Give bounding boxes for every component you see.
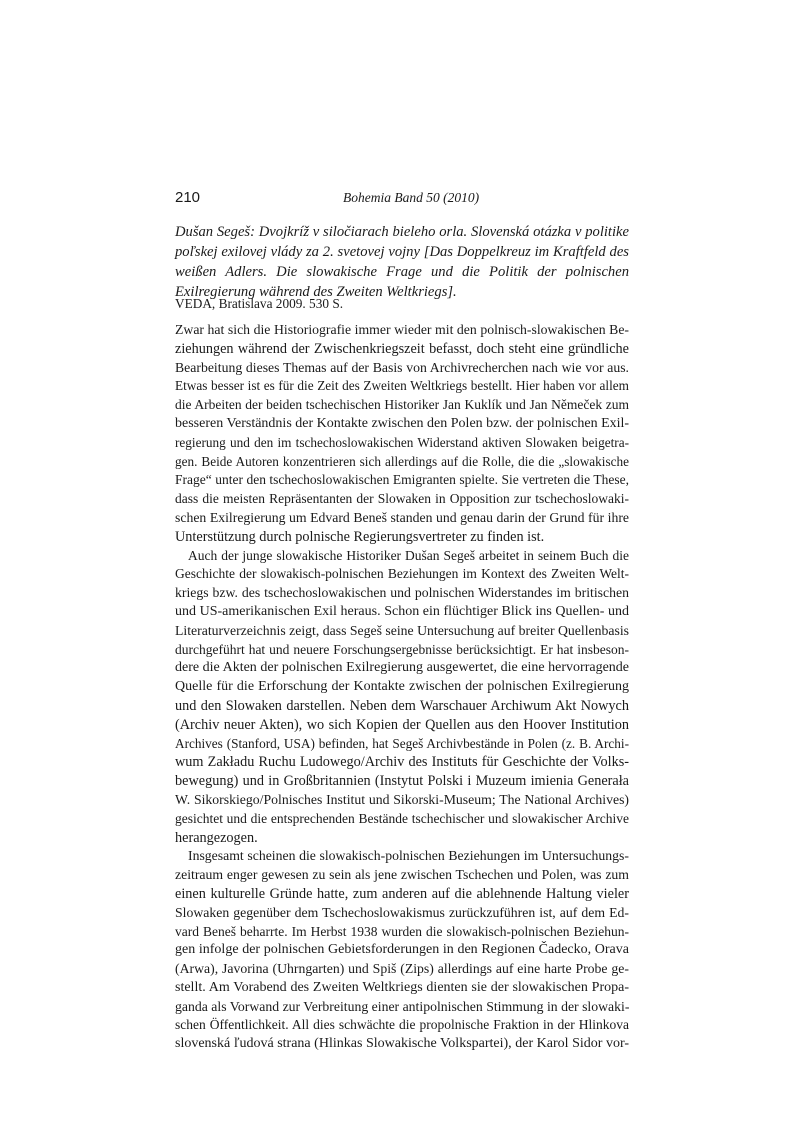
text-line: ganda als Vorwand zur Verbreitung einer antipolnischen Stimmung in der slowaki- — [175, 998, 630, 1014]
text-line: bewegung) und in Großbritannien (Instytut Polski i Muzeum imienia Generała — [175, 773, 629, 790]
text-line: gen infolge der polnischen Gebietsforderungen in den Regionen Čadecko, Orava — [175, 942, 629, 958]
text-line: wum Zakładu Ruchu Ludowego/Archiv des Instituts für Geschichte der Volks- — [175, 754, 629, 771]
text-line: schen Exilregierung um Edvard Beneš standen und genau darin der Grund für ihre — [175, 509, 629, 525]
text-line: Bearbeitung dieses Themas auf der Basis von Archivrecherchen nach wie vor aus. — [175, 359, 629, 375]
text-line: vard Beneš beharrte. Im Herbst 1938 wurden die slowakisch-polnischen Beziehun- — [175, 923, 629, 939]
text-line: Etwas besser ist es für die Zeit des Zweiten Weltkriegs bestellt. Hier haben vor allem — [175, 378, 629, 394]
text-line: und den Slowaken darstellen. Neben dem Warschauer Archiwum Akt Nowych — [175, 697, 629, 714]
text-line: Frage“ unter den tschechoslowakischen Emigranten spielte. Sie vertreten die These, — [175, 472, 629, 488]
text-line: gesichtet und die entsprechenden Bestände tschechischer und slowakischer Archive — [175, 810, 629, 826]
text-line: Insgesamt scheinen die slowakisch-polnischen Beziehungen im Untersuchungs- — [188, 848, 629, 864]
text-line: besseren Verständnis der Kontakte zwischen den Polen bzw. der polnischen Exil- — [175, 415, 630, 431]
text-line: (Archiv neuer Akten), wo sich Kopien der Quellen aus den Hoover Institution — [175, 716, 629, 733]
book-citation: Dušan Segeš: Dvojkríž v siločiarach bieleho orla. Slovenská otázka v politike poľskej exilovej vlády za 2. svetovej vojny [Das Doppelkreuz im Kraftfeld des weißen Adlers. Die slowakische Frage und die Politik der polnischen Exilregierung während des Zweiten Weltkriegs]. — [175, 224, 629, 300]
text-line: W. Sikorskiego/Polnisches Institut und Sikorski-Museum; The National Archives) — [175, 791, 629, 807]
text-line: dass die meisten Repräsentanten der Slowaken in Opposition zur tschechoslowaki- — [175, 491, 629, 507]
text-line: Slowaken gegenüber dem Tschechoslowakismus zurückzuführen ist, auf dem Ed- — [175, 904, 629, 920]
review-body — [175, 321, 629, 1054]
text-line: zeitraum enger gewesen zu sein als jene zwischen Tschechen und Polen, was zum — [175, 867, 629, 883]
text-line: gen. Beide Autoren konzentrieren sich allerdings auf die Rolle, die die „slowakische — [175, 453, 629, 469]
text-line: herangezogen. — [175, 829, 258, 846]
page-header — [175, 189, 629, 209]
text-line: regierung und den im tschechoslowakischen Widerstand aktiven Slowaken beigetra- — [175, 434, 629, 450]
text-line: (Arwa), Javorina (Uhrngarten) und Spiš (Zips) allerdings auf eine harte Probe ge- — [175, 961, 629, 977]
text-line: kriegs bzw. des tschechoslowakischen und polnischen Widerstandes im britischen — [175, 585, 629, 601]
text-line: durchgeführt hat und neuere Forschungsergebnisse berücksichtigt. Er hat insbeson- — [175, 641, 629, 657]
text-line: Zwar hat sich die Historiografie immer wieder mit den polnisch-slowakischen Be- — [175, 322, 629, 337]
text-line: ziehungen während der Zwischenkriegszeit befasst, doch steht eine gründliche — [175, 340, 629, 357]
text-line: Literaturverzeichnis zeigt, dass Segeš seine Untersuchung auf breiter Quellenbasis — [175, 622, 629, 638]
page-number: 210 — [175, 189, 201, 206]
text-line: Unterstützung durch polnische Regierungsvertreter zu finden ist. — [175, 528, 545, 545]
text-line: slovenská ľudová strana (Hlinkas Slowakische Volkspartei), der Karol Sidor vor- — [175, 1036, 629, 1052]
text-line: die Arbeiten der beiden tschechischen Historiker Jan Kuklík und Jan Němeček zum — [175, 397, 629, 413]
text-line: einen kulturelle Gründe hatte, zum anderen auf die ablehnende Haltung vieler — [175, 885, 629, 902]
text-line: Auch der junge slowakische Historiker Dušan Segeš arbeitet in seinem Buch die — [188, 547, 629, 563]
text-line: stellt. Am Vorabend des Zweiten Weltkriegs dienten sie der slowakischen Propa- — [175, 979, 629, 995]
text-line: dere die Akten der polnischen Exilregierung ausgewertet, die eine hervorragende — [175, 660, 629, 676]
text-line: und US-amerikanischen Exil heraus. Schon ein flüchtiger Blick ins Quellen- und — [175, 603, 629, 619]
text-line: schen Öffentlichkeit. All dies schwächte die propolnische Fraktion in der Hlinkova — [175, 1017, 629, 1033]
text-line: Quelle für die Erforschung der Kontakte zwischen der polnischen Exilregierung — [175, 679, 629, 695]
publisher-info: VEDA, Bratislava 2009. 530 S. — [175, 296, 344, 311]
text-line: Geschichte der slowakisch-polnischen Beziehungen im Kontext des Zweiten Welt- — [175, 566, 629, 582]
journal-title: Bohemia Band 50 (2010) — [343, 190, 480, 205]
text-line: Archives (Stanford, USA) befinden, hat Segeš Archivbestände in Polen (z. B. Archi- — [175, 735, 629, 751]
